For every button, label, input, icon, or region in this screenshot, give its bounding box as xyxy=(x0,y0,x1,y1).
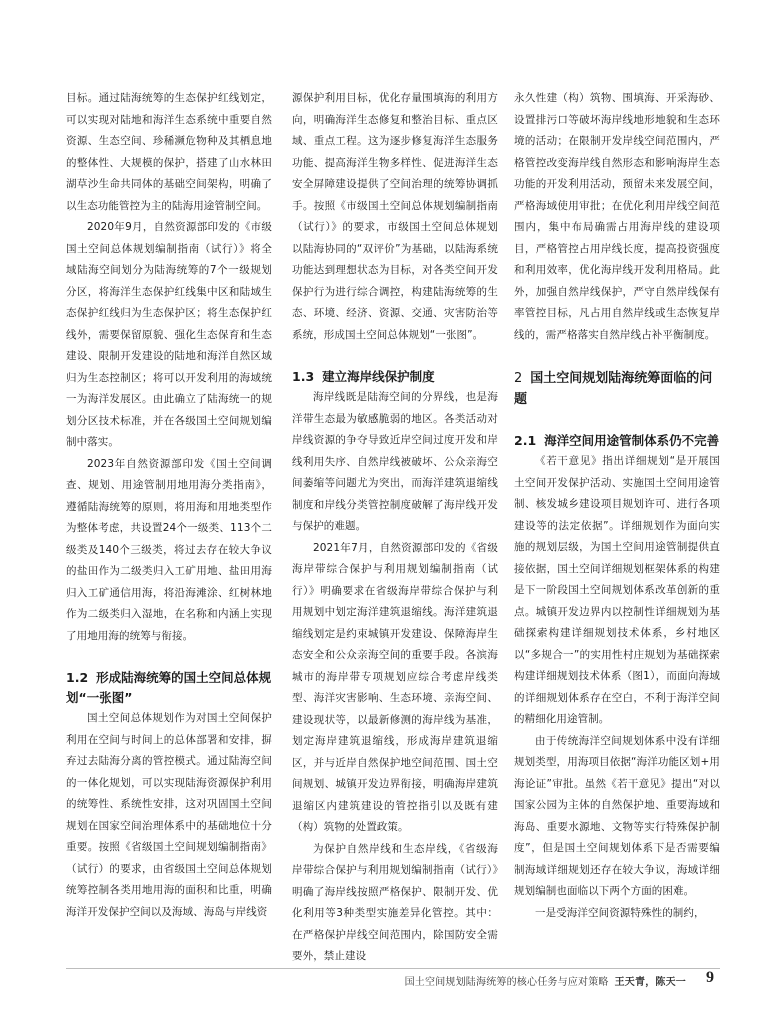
running-authors: 王天青，陈天一 xyxy=(614,977,686,988)
chapter-heading-2 xyxy=(514,368,720,410)
footer-divider xyxy=(66,968,720,969)
column-right xyxy=(514,88,720,924)
paragraph: 永久性建（构）筑物、围填海、开采海砂、设置排污口等破坏海岸线地形地貌和生态环境的活动；在限制开发岸线空间范围内，严格管控改变海岸线自然形态和影响海岸生态功能的开发利用活动，预留未来发展空间，严格海域使用审批；在优化利用岸线空间范围内，集中布局确需占用海岸线的建设项目，严格管控占用岸线长度，提高投资强度和利用效率，优化海岸线开发利用格局。此外，加强自然岸线保护，严守自然岸线保有率管控目标，凡占用自然岸线或生态恢复岸线的，需严格落实自然岸线占补平衡制度。 xyxy=(514,92,720,341)
paragraph: 由于传统海洋空间规划体系中没有详细规划类型，用海项目依据“海洋功能区划+用海论证”审批。虽然《若干意见》提出“对以国家公园为主体的自然保护地、重要海域和海岛、重要水源地、文物等实行特殊保护制度”，但是国土空间规划体系下是否需要编制海域详细规划还存在较大争议，海域详细规划编制也面临以下两个方面的困难。 xyxy=(514,734,720,897)
column-middle xyxy=(292,88,498,968)
section-title: 形成陆海统筹的国土空间总体规划“一张图” xyxy=(66,670,272,705)
paragraph: 《若干意见》指出详细规划“是开展国土空间开发保护活动、实施国土空间用途管制、核发城乡建设项目规划许可、进行各项建设等的法定依据”。详细规划作为面向实施的规划层级，为国土空间用途管制提供直接依据，国土空间详细规划框架体系的构建是下一阶段国土空间规划体系改革创新的重点。城镇开发边界内以控制性详细规划为基础探索构建详细规划技术体系，乡村地区以“多规合一”的实用性村庄规划为基础探索构建详细规划技术体系（图1），而面向海域的详细规划体系存在空白，不利于海洋空间的精细化用途管制。 xyxy=(514,455,720,725)
paragraph: 海岸线既是陆海空间的分界线，也是海洋带生态最为敏感脆弱的地区。各类活动对岸线资源的争夺导致近岸空间过度开发和岸线利用失序、自然岸线被破坏、公众亲海空间萎缩等问题尤为突出，而海洋建筑退缩线制度和岸线分类管控制度破解了海岸线开发与保护的难题。 xyxy=(292,391,498,532)
column-left xyxy=(66,88,272,923)
paragraph: 一是受海洋空间资源特殊性的制约， xyxy=(535,906,705,919)
page-number: 9 xyxy=(706,969,714,986)
chapter-number: 2 xyxy=(514,371,523,386)
section-number: 1.2 xyxy=(66,670,89,685)
chapter-title: 国土空间规划陆海统筹面临的问题 xyxy=(514,371,713,407)
paragraph: 国土空间总体规划作为对国土空间保护利用在空间与时间上的总体部署和安排，摒弃过去陆海分离的管控模式。通过陆海空间的一体化规划，可以实现陆海资源保护利用的统筹性、系统性安排，这对巩固国土空间规划在国家空间治理体系中的基础地位十分重要。按照《省级国土空间规划编制指南》（试行）的要求，由省级国土空间总体规划统筹控制各类用地用海的面积和比重，明确海洋开发保护空间以及海域、海岛与岸线资 xyxy=(66,712,272,918)
section-title: 建立海岸线保护制度 xyxy=(322,369,435,384)
article-body xyxy=(66,88,720,962)
paragraph: 2020年9月，自然资源部印发的《市级国土空间总体规划编制指南（试行）》将全域陆海空间划分为陆海统筹的7个一级规划分区，将海洋生态保护红线集中区和陆域生态保护红线归为生态保护区；将生态保护红线外，需要保留原貌、强化生态保育和生态建设、限制开发建设的陆地和海洋自然区域归为生态控制区；将可以开发利用的海域统一为海洋发展区。由此确立了陆海统一的规划分区技术标准，并在各级国土空间规划编制中落实。 xyxy=(66,221,272,448)
paragraph: 为保护自然岸线和生态岸线，《省级海岸带综合保护与利用规划编制指南（试行）》明确了海岸线按照严格保护、限制开发、优化利用等3种类型实施差异化管控。其中：在严格保护岸线空间范围内，除国防安全需要外，禁止建设 xyxy=(292,842,498,962)
paragraph: 2023年自然资源部印发《国土空间调查、规划、用途管制用地用海分类指南》，遵循陆海统筹的原则，将用海和用地类型作为整体考虑，共设置24个一级类、113个二级类及140个三级类，将过去存在较大争议的盐田作为二级类归入工矿用地、盐田用海归入工矿通信用海，将沿海滩涂、红树林地作为二级类归入湿地，在名称和内涵上实现了用地用海的统筹与衔接。 xyxy=(66,457,272,642)
paragraph: 目标。通过陆海统筹的生态保护红线划定，可以实现对陆地和海洋生态系统中重要自然资源、生态空间、珍稀濒危物种及其栖息地的整体性、大规模的保护，搭建了山水林田湖草沙生命共同体的基础空间架构，明确了以生态功能管控为主的陆海用途管制空间。 xyxy=(66,92,272,212)
section-number: 2.1 xyxy=(514,433,537,448)
section-heading-2-1 xyxy=(514,430,720,451)
section-number: 1.3 xyxy=(292,369,315,384)
paragraph: 源保护利用目标，优化存量围填海的利用方向，明确海洋生态修复和整治目标、重点区域、重点工程。这为逐步修复海洋生态服务功能、提高海洋生物多样性、促进海洋生态安全屏障建设提供了空间治理的统筹协调抓手。按照《市级国土空间总体规划编制指南（试行）》的要求，市级国土空间总体规划以陆海协同的“双评价”为基础，以陆海系统功能达到理想状态为目标，对各类空间开发保护行为进行综合调控，构建陆海统筹的生态、环境、经济、资源、交通、灾害防治等系统，形成国土空间总体规划“一张图”。 xyxy=(292,92,498,341)
section-title: 海洋空间用途管制体系仍不完善 xyxy=(544,433,720,448)
running-footer xyxy=(405,973,686,988)
running-title: 国土空间规划陆海统筹的核心任务与应对策略 xyxy=(404,977,609,988)
section-heading-1-2 xyxy=(66,668,272,708)
paragraph: 2021年7月，自然资源部印发的《省级海岸带综合保护与利用规划编制指南（试行）》明确要求在省级海岸带综合保护与利用规划中划定海洋建筑退缩线。海洋建筑退缩线划定是约束城镇开发建设、保障海岸生态安全和公众亲海空间的重要手段。各滨海城市的海岸带专项规划应综合考虑岸线类型、海洋灾害影响、生态环境、亲海空间、建设现状等，以最新修测的海岸线为基准，划定海岸建筑退缩线，形成海岸建筑退缩区，并与近岸自然保护地空间范围、国土空间规划、城镇开发边界衔接，明确海岸建筑退缩区内建筑建设的管控指引以及既有建（构）筑物的处置政策。 xyxy=(292,541,498,833)
section-heading-1-3 xyxy=(292,367,498,387)
